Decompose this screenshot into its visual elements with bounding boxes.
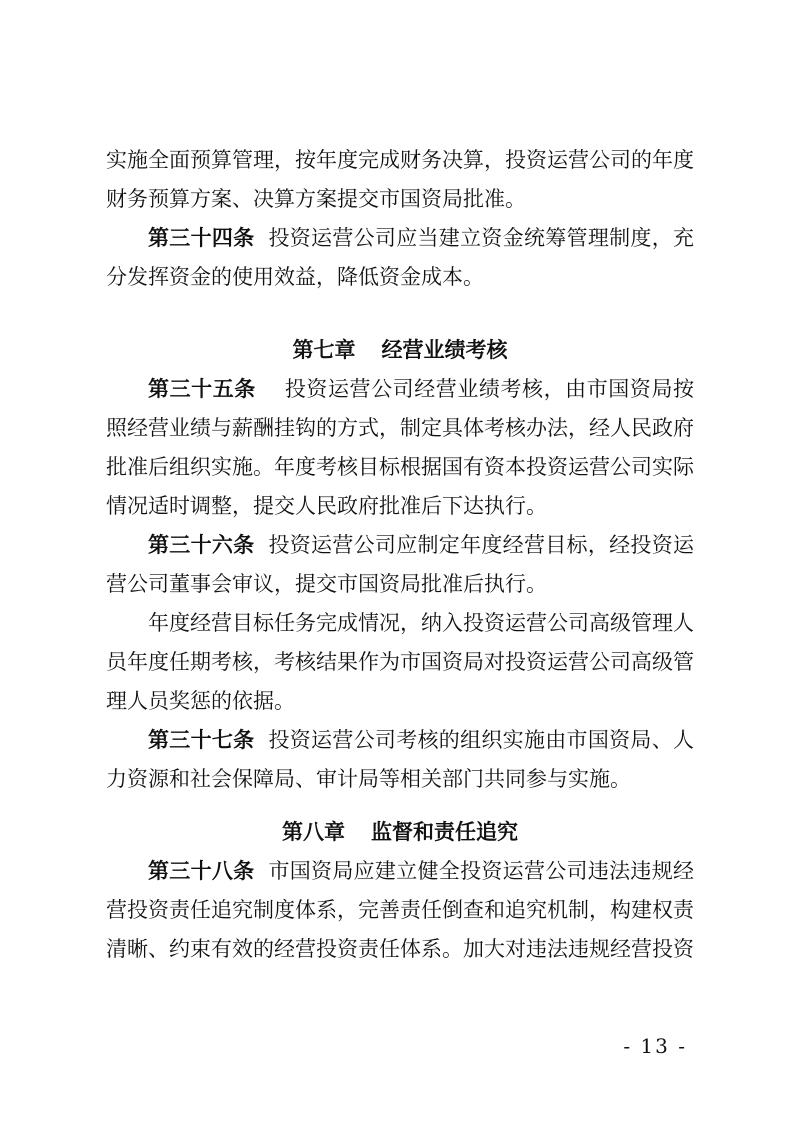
article-text: 市国资局应建立健全投资运营公司违法违规经营投资责任追究制度体系，完善责任倒查和追究机制，构建权责清晰、约束有效的经营投资责任体系。加大对违法违规经营投资 [106,859,695,961]
article-text: 投资运营公司应制定年度经营目标，经投资运营公司董事会审议，提交市国资局批准后执行。 [106,533,695,596]
article-text: 投资运营公司应当建立资金统筹管理制度，充分发挥资金的使用效益，降低资金成本。 [106,226,695,289]
article-label: 第三十四条 [148,226,255,250]
article-38 [106,852,694,969]
article-label: 第三十七条 [148,728,255,752]
chapter-title: 监督和责任追究 [371,820,518,844]
article-34 [106,219,694,297]
article-label: 第三十八条 [148,859,255,883]
chapter-number: 第八章 [282,820,345,844]
chapter-title: 经营业绩考核 [381,338,508,362]
article-text: 投资运营公司考核的组织实施由市国资局、人力资源和社会保障局、审计局等相关部门共同参与实施。 [106,728,695,791]
page-number: - 13 - [623,1034,687,1058]
paragraph-annual-goal [106,604,694,721]
article-label: 第三十五条 [148,377,256,401]
paragraph-text: 实施全面预算管理，按年度完成财务决算，投资运营公司的年度财务预算方案、决算方案提交市国资局批准。 [106,148,694,211]
article-36 [106,526,694,604]
article-37 [106,721,694,799]
article-text: 投资运营公司经营业绩考核，由市国资局按照经营业绩与薪酬挂钩的方式，制定具体考核办法，经人民政府批准后组织实施。年度考核目标根据国有资本投资运营公司实际情况适时调整，提交人民政府批准后下达执行。 [106,377,695,518]
paragraph-text: 年度经营目标任务完成情况，纳入投资运营公司高级管理人员年度任期考核，考核结果作为市国资局对投资运营公司高级管理人员奖惩的依据。 [106,611,694,713]
article-35 [106,370,694,526]
paragraph-budget [106,141,694,219]
chapter-number: 第七章 [292,338,356,362]
article-label: 第三十六条 [148,533,255,557]
chapter-7-heading [106,331,694,370]
chapter-8-heading [106,813,694,852]
